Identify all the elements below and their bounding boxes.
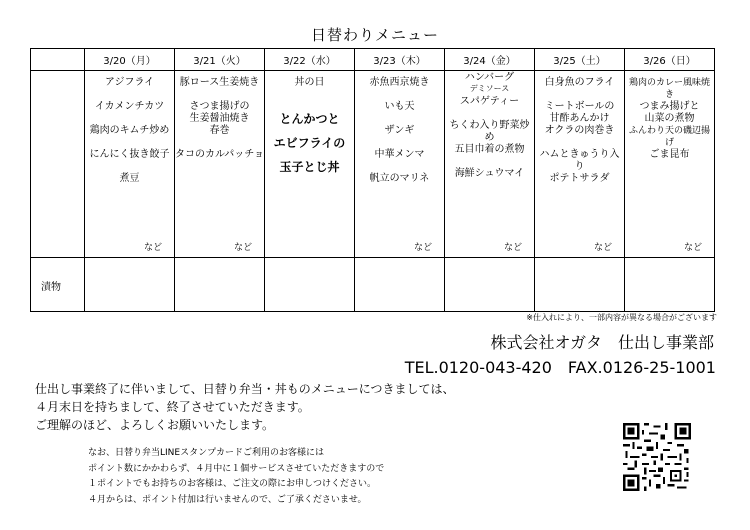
qr-code-icon[interactable] (623, 423, 691, 491)
etc-label: など (233, 243, 252, 253)
menu-row (31, 71, 715, 258)
menu-item: 鶏肉のカレー風味焼き (628, 78, 710, 100)
closing-message (35, 380, 455, 434)
etc-label: など (503, 243, 522, 253)
day-menu-cell (625, 71, 715, 258)
etc-label: など (593, 243, 612, 253)
pickle-cell (625, 258, 715, 312)
menu-list (355, 71, 444, 197)
message-line: ４月末日を持ちまして、終了させていただきます。 (35, 400, 310, 414)
menu-list (625, 71, 714, 173)
date-header: 3/21（火） (175, 49, 265, 71)
row-label-cell (31, 71, 85, 258)
menu-item: 赤魚西京焼き (369, 77, 430, 88)
date-header: 3/23（木） (355, 49, 445, 71)
menu-item: ちくわ入り野菜炒め (449, 120, 530, 143)
notice-line: ポイント数にかかわらず、４月中に１個サービスさせていただきますので (88, 463, 385, 474)
menu-item: ミートボールの 甘酢あんかけ (544, 101, 615, 124)
pickle-cell (535, 258, 625, 312)
pickle-label-cell (31, 258, 85, 312)
pickle-row (31, 258, 715, 312)
menu-item: 丼の日 (294, 77, 325, 88)
pickle-cell (355, 258, 445, 312)
menu-item: 中華メンマ (374, 149, 425, 160)
menu-item: 帆立のマリネ (369, 173, 430, 184)
menu-item: 豚ロース生姜焼き (179, 77, 260, 88)
notice-line: ４月からは、ポイント付加は行いませんので、ご了承くださいませ。 (88, 494, 367, 505)
date-header: 3/26（日） (625, 49, 715, 71)
corner-cell (31, 49, 85, 71)
menu-item: とんかつと (279, 112, 340, 126)
pickle-label: 漬物 (41, 282, 61, 293)
menu-item: つまみ揚げと 山菜の煮物 (639, 101, 700, 124)
menu-item: ザンギ (384, 125, 415, 136)
pickle-cell (265, 258, 355, 312)
day-menu-cell (85, 71, 175, 258)
menu-item: いも天 (384, 101, 415, 112)
menu-list (265, 71, 354, 185)
date-header-row (31, 49, 715, 71)
supply-note: ※仕入れにより、一部内容が異なる場合がございます (526, 313, 717, 322)
menu-list (85, 71, 174, 197)
menu-item: にんにく抜き餃子 (89, 149, 170, 160)
date-header: 3/24（金） (445, 49, 535, 71)
pickle-cell (175, 258, 265, 312)
menu-item-sub: デミソース (469, 84, 510, 93)
menu-item: 鶏肉のキムチ炒め (89, 125, 170, 136)
menu-item: アジフライ (104, 77, 155, 88)
notice-line: １ポイントでもお持ちのお客様は、ご注文の際にお申しつけください。 (88, 479, 377, 489)
day-menu-cell (175, 71, 265, 258)
menu-table (30, 48, 715, 312)
menu-item: 煮豆 (119, 173, 140, 184)
etc-label: など (683, 243, 702, 253)
menu-item: 海鮮シュウマイ (454, 168, 525, 179)
menu-item: ごま昆布 (649, 149, 690, 160)
menu-item: 玉子とじ丼 (279, 160, 340, 174)
day-menu-cell (445, 71, 535, 258)
menu-item: 五目巾着の煮物 (454, 144, 525, 155)
company-name: 株式会社オガタ 仕出し事業部 (490, 333, 714, 352)
menu-item: ふんわり天の磯辺揚げ (628, 126, 710, 148)
menu-item: ハムときゅうり入り ポテトサラダ (539, 149, 620, 184)
menu-item: エビフライの (273, 136, 346, 150)
message-line: 仕出し事業終了に伴いまして、日替り弁当・丼ものメニューにつきましては、 (35, 382, 455, 396)
page-title: 日替わりメニュー (310, 26, 439, 44)
stamp-card-notice (88, 446, 384, 508)
day-menu-cell (265, 71, 355, 258)
menu-item (445, 72, 534, 96)
menu-item: さつま揚げの 生姜醤油焼き (189, 101, 250, 124)
menu-list (445, 71, 534, 192)
day-menu-cell (355, 71, 445, 258)
menu-item: イカメンチカツ (94, 101, 165, 112)
date-header: 3/25（土） (535, 49, 625, 71)
menu-item: スパゲティー (459, 96, 520, 107)
menu-item: 白身魚のフライ (544, 77, 615, 88)
menu-list (535, 71, 624, 185)
menu-list (175, 71, 264, 173)
pickle-cell (85, 258, 175, 312)
menu-item-name: ハンバーグ (464, 72, 515, 83)
message-line: ご理解のほど、よろしくお願いいたします。 (35, 418, 275, 432)
day-menu-cell (535, 71, 625, 258)
etc-label: など (413, 243, 432, 253)
menu-item: タコのカルパッチョ (175, 149, 264, 160)
menu-item: 春巻 (209, 125, 230, 136)
contact-numbers: TEL.0120-043-420 FAX.0126-25-1001 (404, 358, 716, 377)
date-header: 3/22（水） (265, 49, 355, 71)
notice-line: なお、日替り弁当LINEスタンプカードご利用のお客様には (88, 448, 324, 458)
pickle-cell (445, 258, 535, 312)
etc-label: など (143, 243, 162, 253)
date-header: 3/20（月） (85, 49, 175, 71)
menu-item: オクラの肉巻き (544, 125, 615, 136)
